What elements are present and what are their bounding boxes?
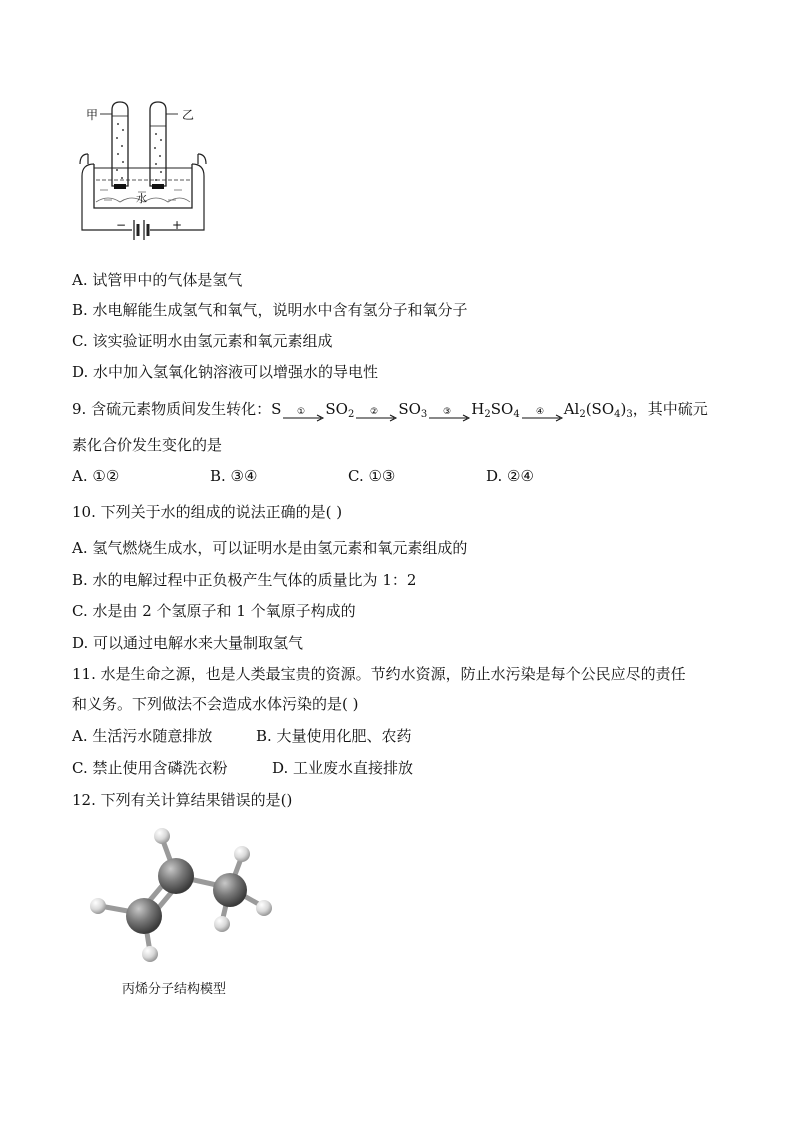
q9-h2so4-so: SO [490,400,514,418]
q9-so2: SO [325,400,348,418]
carbon-atom-1 [126,898,162,934]
q10-option-d: D. 可以通过电解水来大量制取氢气 [72,634,304,652]
hydrogen-atom-1 [154,828,170,844]
q10-option-b: B. 水的电解过程中正负极产生气体的质量比为 1：2 [72,571,417,589]
q9-option-c: C. ①③ [348,467,396,485]
hydrogen-atom-2 [90,898,106,914]
q11-option-a: A. 生活污水随意排放 [72,727,213,745]
propene-caption: 丙烯分子结构模型 [122,982,227,997]
arrow-2 [354,405,398,425]
minus-label: − [116,218,127,232]
arrow-2-mark: ② [370,407,379,417]
water-label: 水 [136,192,147,205]
carbon-atom-3 [213,873,247,907]
q9-suffix: ，其中硫元 [632,400,708,418]
q11-option-b: B. 大量使用化肥、农药 [256,727,412,745]
q9-stem-line1: 9. 含硫元素物质间发生转化：S ① $SO_2$ ② $SO_3$ ③ $H_2SO_4$ ④ $Al_2(SO_4)_3$，其中硫元 [72,399,708,425]
arrow-4-mark: ④ [535,407,544,417]
q10-stem: 10. 下列关于水的组成的说法正确的是( ) [72,503,343,521]
carbon-atom-2 [158,858,194,894]
q8-option-b: B. 水电解能生成氢气和氧气，说明水中含有氢分子和氧分子 [72,301,468,319]
q9-prefix: 9. 含硫元素物质间发生转化：S [72,400,282,418]
q9-option-b: B. ③④ [210,467,258,485]
q9-option-d: D. ②④ [486,467,534,485]
q11-stem-line2: 和义务。下列做法不会造成水体污染的是( ) [72,695,359,713]
propene-model-figure [80,818,280,978]
tube-label-right: 乙 [182,108,195,122]
q10-option-a: A. 氢气燃烧生成水，可以证明水是由氢元素和氧元素组成的 [72,539,468,557]
tube-label-left: 甲 [86,108,99,122]
arrow-1-mark: ① [297,407,306,417]
q10-option-c: C. 水是由 2 个氢原子和 1 个氧原子构成的 [72,602,356,620]
hydrogen-atom-3 [142,946,158,962]
q8-option-a: A. 试管甲中的气体是氢气 [72,271,243,289]
plus-label: + [172,218,183,232]
electrolysis-figure [78,100,208,256]
q11-stem-line1: 11. 水是生命之源，也是人类最宝贵的资源。节约水资源，防止水污染是每个公民应尽的责任 [72,665,686,683]
q9-al-so: (SO [585,400,615,418]
hydrogen-atom-6 [214,916,230,932]
q12-stem: 12. 下列有关计算结果错误的是() [72,791,293,809]
arrow-4 [520,405,564,425]
q9-h2so4-h: H [471,400,485,418]
q8-option-d: D. 水中加入氢氧化钠溶液可以增强水的导电性 [72,363,379,381]
hydrogen-atom-5 [256,900,272,916]
q9-al-al: Al [563,400,580,418]
q8-option-c: C. 该实验证明水由氢元素和氧元素组成 [72,332,333,350]
q9-stem-line2: 素化合价发生变化的是 [72,436,223,454]
propene-model [80,818,280,978]
q11-option-d: D. 工业废水直接排放 [272,759,414,777]
q9-so3: SO [398,400,421,418]
q11-option-c: C. 禁止使用含磷洗衣粉 [72,759,228,777]
arrow-3-mark: ③ [443,407,452,417]
arrow-1 [281,405,325,425]
hydrogen-atom-4 [234,846,250,862]
arrow-3 [427,405,471,425]
q9-option-a: A. ①② [72,467,120,485]
electrolysis-diagram [78,100,208,256]
